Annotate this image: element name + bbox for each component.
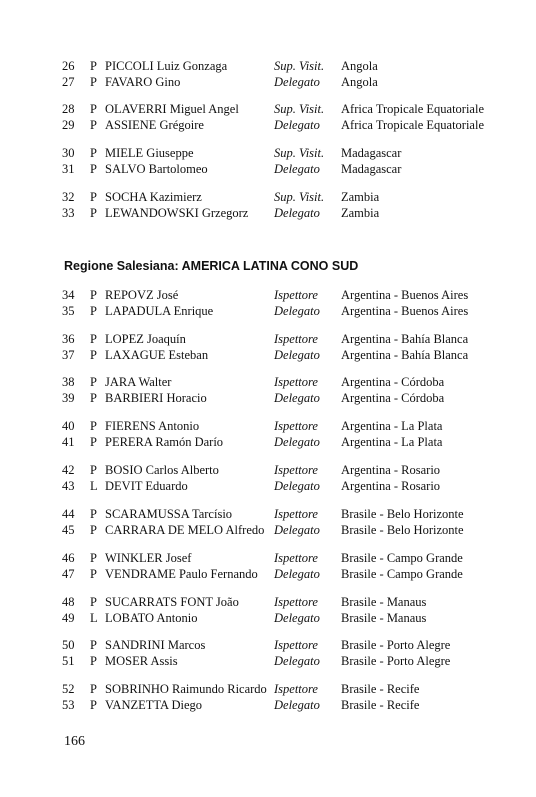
- entry-place: Argentina - Córdoba: [341, 375, 445, 389]
- entry-role: Delegato: [274, 206, 320, 220]
- entry-name: MOSER Assis: [105, 654, 178, 668]
- entry-name: LOPEZ Joaquín: [105, 332, 186, 346]
- entry-group: [0, 331, 536, 363]
- entry-row: [0, 506, 536, 522]
- entry-place: Brasile - Porto Alegre: [341, 638, 451, 652]
- entry-number: 50: [62, 638, 75, 652]
- entry-group: [0, 637, 536, 669]
- entry-row: [0, 550, 536, 566]
- entry-row: [0, 434, 536, 450]
- entry-row: [0, 594, 536, 610]
- entry-name: PERERA Ramón Darío: [105, 435, 224, 449]
- entry-category: P: [90, 567, 97, 581]
- entry-number: 26: [62, 59, 75, 73]
- entry-category: P: [90, 332, 97, 346]
- entry-category: P: [90, 507, 97, 521]
- entry-role: Delegato: [274, 348, 320, 362]
- entry-row: [0, 189, 536, 205]
- entry-number: 40: [62, 419, 75, 433]
- entry-number: 51: [62, 654, 75, 668]
- entry-category: P: [90, 118, 97, 132]
- entry-number: 47: [62, 567, 75, 581]
- entry-group: [0, 101, 536, 133]
- entry-place: Argentina - Buenos Aires: [341, 304, 469, 318]
- entry-role: Sup. Visit.: [274, 59, 325, 73]
- entry-row: [0, 653, 536, 669]
- entry-category: P: [90, 288, 97, 302]
- entry-role: Delegato: [274, 523, 320, 537]
- entry-role: Delegato: [274, 698, 320, 712]
- entry-group: [0, 594, 536, 626]
- entry-name: FAVARO Gino: [105, 75, 181, 89]
- entry-category: P: [90, 523, 97, 537]
- entry-name: JARA Walter: [105, 375, 172, 389]
- entry-number: 44: [62, 507, 75, 521]
- entry-group: [0, 418, 536, 450]
- entry-number: 38: [62, 375, 75, 389]
- entry-number: 36: [62, 332, 75, 346]
- entry-place: Madagascar: [341, 162, 402, 176]
- entry-place: Argentina - La Plata: [341, 419, 443, 433]
- entry-number: 27: [62, 75, 75, 89]
- entry-place: Argentina - Rosario: [341, 463, 441, 477]
- entry-role: Ispettore: [274, 375, 318, 389]
- entry-category: P: [90, 102, 97, 116]
- entry-number: 37: [62, 348, 75, 362]
- entry-number: 32: [62, 190, 75, 204]
- entry-name: LAXAGUE Esteban: [105, 348, 209, 362]
- entry-place: Africa Tropicale Equatoriale: [341, 102, 485, 116]
- entry-place: Argentina - Bahía Blanca: [341, 348, 469, 362]
- entry-group: [0, 189, 536, 221]
- entry-place: Brasile - Porto Alegre: [341, 654, 451, 668]
- entry-number: 53: [62, 698, 75, 712]
- entry-role: Ispettore: [274, 551, 318, 565]
- entry-row: [0, 637, 536, 653]
- entry-name: CARRARA DE MELO Alfredo: [105, 523, 265, 537]
- entry-name: SOBRINHO Raimundo Ricardo: [105, 682, 267, 696]
- entry-place: Brasile - Campo Grande: [341, 567, 463, 581]
- entry-place: Brasile - Campo Grande: [341, 551, 463, 565]
- entry-name: LEWANDOWSKI Grzegorz: [105, 206, 249, 220]
- entry-number: 52: [62, 682, 75, 696]
- entry-place: Angola: [341, 59, 378, 73]
- entry-name: FIERENS Antonio: [105, 419, 200, 433]
- entry-row: [0, 331, 536, 347]
- entry-number: 35: [62, 304, 75, 318]
- entry-category: P: [90, 304, 97, 318]
- entry-place: Brasile - Recife: [341, 698, 420, 712]
- entry-category: P: [90, 59, 97, 73]
- entry-place: Brasile - Belo Horizonte: [341, 507, 464, 521]
- entry-name: BARBIERI Horacio: [105, 391, 207, 405]
- entry-place: Brasile - Recife: [341, 682, 420, 696]
- entry-category: P: [90, 682, 97, 696]
- entry-place: Madagascar: [341, 146, 402, 160]
- entry-place: Africa Tropicale Equatoriale: [341, 118, 485, 132]
- entry-category: P: [90, 463, 97, 477]
- entry-category: P: [90, 595, 97, 609]
- entry-name: DEVIT Eduardo: [105, 479, 188, 493]
- entry-category: P: [90, 348, 97, 362]
- entry-number: 48: [62, 595, 75, 609]
- entry-place: Brasile - Manaus: [341, 595, 427, 609]
- entry-group: [0, 374, 536, 406]
- entry-place: Brasile - Belo Horizonte: [341, 523, 464, 537]
- entry-row: [0, 522, 536, 538]
- entry-row: [0, 58, 536, 74]
- entry-category: L: [90, 611, 98, 625]
- entry-name: VENDRAME Paulo Fernando: [105, 567, 258, 581]
- entry-category: P: [90, 190, 97, 204]
- entry-role: Ispettore: [274, 682, 318, 696]
- entry-number: 49: [62, 611, 75, 625]
- entry-name: SUCARRATS FONT João: [105, 595, 239, 609]
- entry-place: Argentina - Bahía Blanca: [341, 332, 469, 346]
- entry-row: [0, 462, 536, 478]
- entry-category: P: [90, 435, 97, 449]
- entry-role: Ispettore: [274, 638, 318, 652]
- entry-row: [0, 117, 536, 133]
- page-number: 166: [64, 734, 85, 749]
- entry-category: P: [90, 146, 97, 160]
- entry-group: [0, 145, 536, 177]
- entry-row: [0, 610, 536, 626]
- entry-category: P: [90, 551, 97, 565]
- entry-number: 33: [62, 206, 75, 220]
- entry-role: Delegato: [274, 567, 320, 581]
- entry-row: [0, 74, 536, 90]
- entry-row: [0, 478, 536, 494]
- region-heading: Regione Salesiana: AMERICA LATINA CONO SUD: [64, 259, 359, 273]
- entry-name: LOBATO Antonio: [105, 611, 198, 625]
- entry-row: [0, 161, 536, 177]
- entry-number: 28: [62, 102, 75, 116]
- entry-role: Delegato: [274, 118, 320, 132]
- entry-place: Zambia: [341, 206, 380, 220]
- entry-place: Argentina - La Plata: [341, 435, 443, 449]
- entry-row: [0, 205, 536, 221]
- entry-group: [0, 287, 536, 319]
- entry-role: Ispettore: [274, 288, 318, 302]
- entry-number: 31: [62, 162, 75, 176]
- entry-role: Delegato: [274, 479, 320, 493]
- entry-name: BOSIO Carlos Alberto: [105, 463, 219, 477]
- entry-name: WINKLER Josef: [105, 551, 192, 565]
- entry-number: 29: [62, 118, 75, 132]
- entry-name: SCARAMUSSA Tarcísio: [105, 507, 233, 521]
- entry-group: [0, 550, 536, 582]
- entry-row: [0, 566, 536, 582]
- entry-number: 45: [62, 523, 75, 537]
- entry-category: P: [90, 206, 97, 220]
- entry-role: Sup. Visit.: [274, 190, 325, 204]
- entry-role: Sup. Visit.: [274, 102, 325, 116]
- entry-row: [0, 697, 536, 713]
- entry-place: Argentina - Córdoba: [341, 391, 445, 405]
- entry-name: SALVO Bartolomeo: [105, 162, 208, 176]
- entry-name: PICCOLI Luiz Gonzaga: [105, 59, 228, 73]
- entry-category: P: [90, 698, 97, 712]
- entry-name: MIELE Giuseppe: [105, 146, 194, 160]
- entry-group: [0, 462, 536, 494]
- entry-name: REPOVZ José: [105, 288, 179, 302]
- entry-role: Delegato: [274, 75, 320, 89]
- entry-role: Ispettore: [274, 419, 318, 433]
- entry-name: SOCHA Kazimierz: [105, 190, 202, 204]
- entry-role: Sup. Visit.: [274, 146, 325, 160]
- entry-number: 42: [62, 463, 75, 477]
- entry-role: Delegato: [274, 611, 320, 625]
- entry-place: Zambia: [341, 190, 380, 204]
- entry-row: [0, 681, 536, 697]
- entry-row: [0, 390, 536, 406]
- entry-name: VANZETTA Diego: [105, 698, 203, 712]
- entry-name: SANDRINI Marcos: [105, 638, 206, 652]
- entry-name: ASSIENE Grégoire: [105, 118, 204, 132]
- entry-row: [0, 145, 536, 161]
- entry-role: Delegato: [274, 304, 320, 318]
- entry-row: [0, 374, 536, 390]
- entry-name: OLAVERRI Miguel Angel: [105, 102, 239, 116]
- entry-category: P: [90, 419, 97, 433]
- entry-place: Argentina - Buenos Aires: [341, 288, 469, 302]
- entry-category: P: [90, 654, 97, 668]
- entry-name: LAPADULA Enrique: [105, 304, 214, 318]
- entry-role: Ispettore: [274, 332, 318, 346]
- entry-number: 30: [62, 146, 75, 160]
- entry-row: [0, 418, 536, 434]
- entry-category: P: [90, 162, 97, 176]
- entry-row: [0, 303, 536, 319]
- entry-place: Angola: [341, 75, 378, 89]
- entry-role: Ispettore: [274, 463, 318, 477]
- entry-role: Ispettore: [274, 507, 318, 521]
- entry-category: P: [90, 391, 97, 405]
- entry-group: [0, 58, 536, 90]
- entry-role: Ispettore: [274, 595, 318, 609]
- entry-number: 46: [62, 551, 75, 565]
- entry-role: Delegato: [274, 391, 320, 405]
- entry-place: Argentina - Rosario: [341, 479, 441, 493]
- entry-category: P: [90, 75, 97, 89]
- entry-category: L: [90, 479, 98, 493]
- entry-group: [0, 506, 536, 538]
- entry-category: P: [90, 638, 97, 652]
- entry-number: 39: [62, 391, 75, 405]
- entry-category: P: [90, 375, 97, 389]
- entry-row: [0, 347, 536, 363]
- entry-number: 41: [62, 435, 75, 449]
- entry-role: Delegato: [274, 435, 320, 449]
- entry-number: 34: [62, 288, 75, 302]
- entry-number: 43: [62, 479, 75, 493]
- entry-row: [0, 287, 536, 303]
- entry-place: Brasile - Manaus: [341, 611, 427, 625]
- entry-row: [0, 101, 536, 117]
- entry-role: Delegato: [274, 162, 320, 176]
- entry-group: [0, 681, 536, 713]
- entry-role: Delegato: [274, 654, 320, 668]
